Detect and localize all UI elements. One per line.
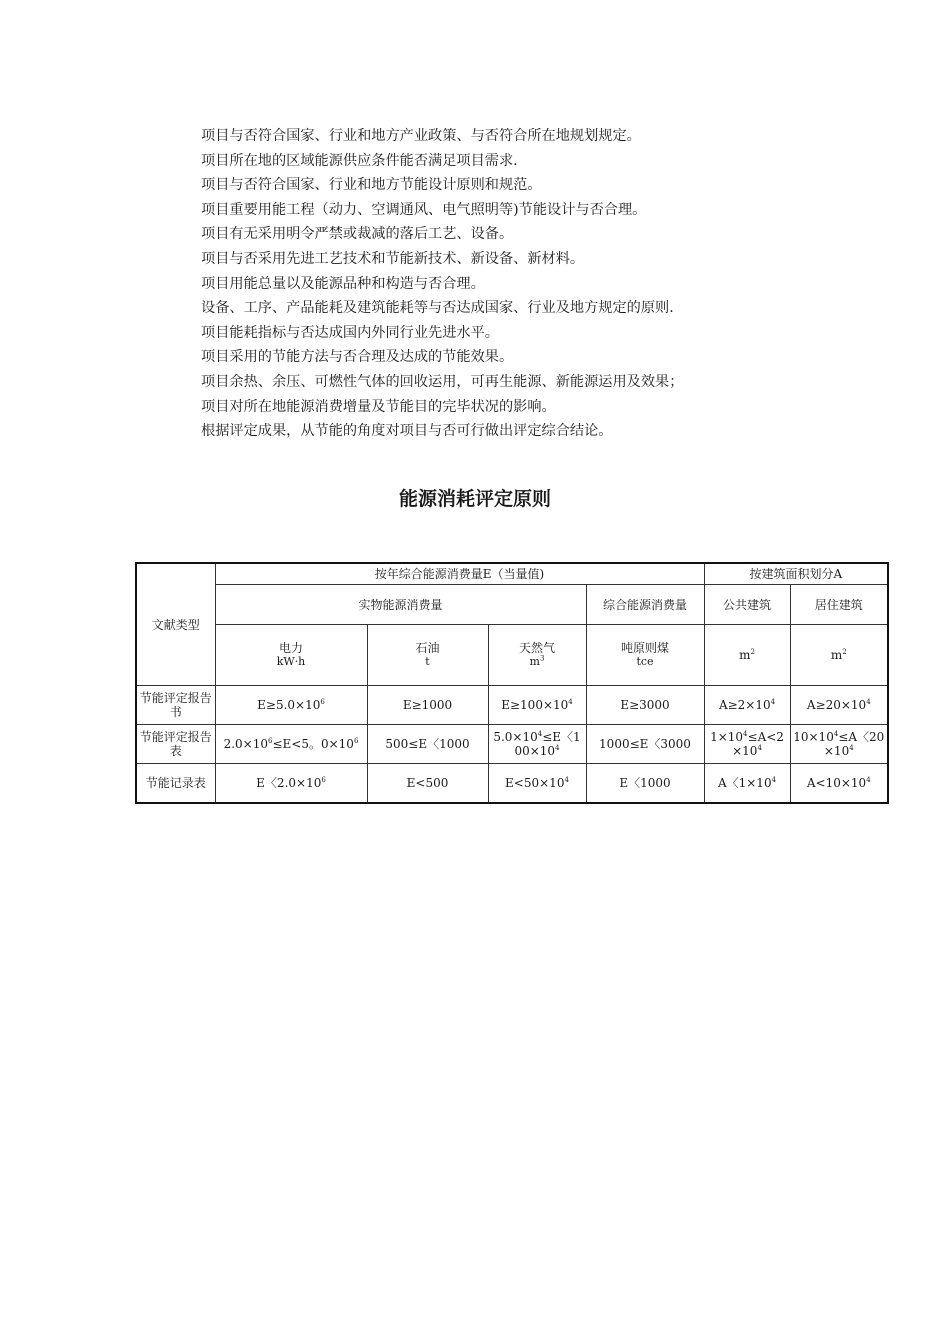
public-unit-base: m <box>739 648 751 662</box>
paragraph: 项目用能总量以及能源品种和构造与否合理。 <box>201 275 485 292</box>
doc-type-cell: 节能评定报告书 <box>136 686 215 725</box>
electricity-cell: $E\ge 5.0\times 10^6$ <box>215 686 367 725</box>
paragraph: 项目与否采用先进工艺技术和节能新技术、新设备、新材料。 <box>201 250 585 267</box>
residential-cell: $A<10\times 10^4$ <box>790 764 888 804</box>
gas-unit-exp: 3 <box>539 654 545 663</box>
paragraph: 项目与否符合国家、行业和地方节能设计原则和规范。 <box>201 177 542 194</box>
paragraph-list <box>201 124 901 444</box>
gas-cell: $5.0\times 10^4\le E$〈$100\times 10^4$ <box>488 725 586 764</box>
gas-unit-base: m <box>529 655 540 668</box>
coal-cell: E≥3000 <box>586 686 704 725</box>
paragraph: 项目余热、余压、可燃性气体的回收运用，可再生能源、新能源运用及效果； <box>201 373 684 390</box>
gas-unit <box>491 655 584 669</box>
public-cell: A〈$1\times 10^4$ <box>704 764 790 804</box>
residential-cell: $10\times 10^4\le A$〈$20\times 10^4$ <box>790 725 888 764</box>
oil-label: 石油 <box>415 641 440 655</box>
electricity-cell: E〈$2.0\times 10^6$ <box>215 764 367 804</box>
oil-header <box>367 625 488 686</box>
paragraph: 项目对所在地能源消费增量及节能目的完毕状况的影响。 <box>201 398 556 415</box>
paragraph: 项目重要用能工程（动力、空调通风、电气照明等)节能设计与否合理。 <box>201 201 647 218</box>
doc-type-cell: 节能记录表 <box>136 764 215 804</box>
oil-unit: t <box>425 655 430 668</box>
residential-area-unit <box>790 625 888 686</box>
table-row <box>136 725 888 764</box>
residential-unit-exp: 2 <box>842 648 847 656</box>
header-row <box>136 625 888 686</box>
paragraph: 根据评定成果，从节能的角度对项目与否可行做出评定综合结论。 <box>201 423 613 440</box>
paragraph: 项目有无采用明令严禁或裁减的落后工艺、设备。 <box>201 226 514 243</box>
public-building-header: 公共建筑 <box>704 585 790 625</box>
energy-standard-table <box>135 562 889 804</box>
table-row <box>136 764 888 804</box>
electricity-unit: kW·h <box>276 655 306 668</box>
gas-header <box>488 625 586 686</box>
annual-energy-header: 按年综合能源消费量E（当量值) <box>215 563 704 585</box>
gas-label: 天然气 <box>518 641 555 655</box>
gas-cell: $E<50\times 10^4$ <box>488 764 586 804</box>
residential-unit-base: m <box>830 648 843 662</box>
physical-energy-header: 实物能源消费量 <box>215 585 586 625</box>
coal-label: 吨原则煤 <box>621 641 670 655</box>
building-area-header: 按建筑面积划分A <box>704 563 888 585</box>
header-row <box>136 563 888 585</box>
coal-cell: E〈1000 <box>586 764 704 804</box>
electricity-label: 电力 <box>278 641 303 655</box>
paragraph: 设备、工序、产品能耗及建筑能耗等与否达成国家、行业及地方规定的原则. <box>201 300 674 317</box>
public-cell: $A\ge 2\times 10^4$ <box>704 686 790 725</box>
oil-cell: E<500 <box>367 764 488 804</box>
coal-header <box>586 625 704 686</box>
coal-unit: tce <box>636 655 654 668</box>
electricity-header <box>215 625 367 686</box>
residential-cell: $A\ge 20\times 10^4$ <box>790 686 888 725</box>
coal-cell: 1000≤E〈3000 <box>586 725 704 764</box>
paragraph: 项目与否符合国家、行业和地方产业政策、与否符合所在地规划规定。 <box>201 128 641 144</box>
residential-building-header: 居住建筑 <box>790 585 888 625</box>
doc-type-cell: 节能评定报告表 <box>136 725 215 764</box>
table-row <box>136 686 888 725</box>
oil-cell: 500≤E〈1000 <box>367 725 488 764</box>
public-area-unit <box>704 625 790 686</box>
paragraph: 项目所在地的区域能源供应条件能否满足项目需求. <box>201 152 518 169</box>
doc-type-header: 文献类型 <box>136 563 215 686</box>
paragraph: 项目采用的节能方法与否合理及达成的节能效果。 <box>201 349 514 366</box>
gas-cell: $E\ge 100\times 10^4$ <box>488 686 586 725</box>
public-unit-exp: 2 <box>750 648 755 656</box>
public-cell: $1\times 10^4\le A<2\times 10^4$ <box>704 725 790 764</box>
comprehensive-energy-header: 综合能源消费量 <box>586 585 704 625</box>
paragraph: 项目能耗指标与否达成国内外同行业先进水平。 <box>201 324 499 341</box>
section-title: 能源消耗评定原则 <box>398 488 551 510</box>
header-row <box>136 585 888 625</box>
oil-cell: E≥1000 <box>367 686 488 725</box>
electricity-cell: $2.0\times 10^6\le E<5$。$0\times 10^6$ <box>215 725 367 764</box>
